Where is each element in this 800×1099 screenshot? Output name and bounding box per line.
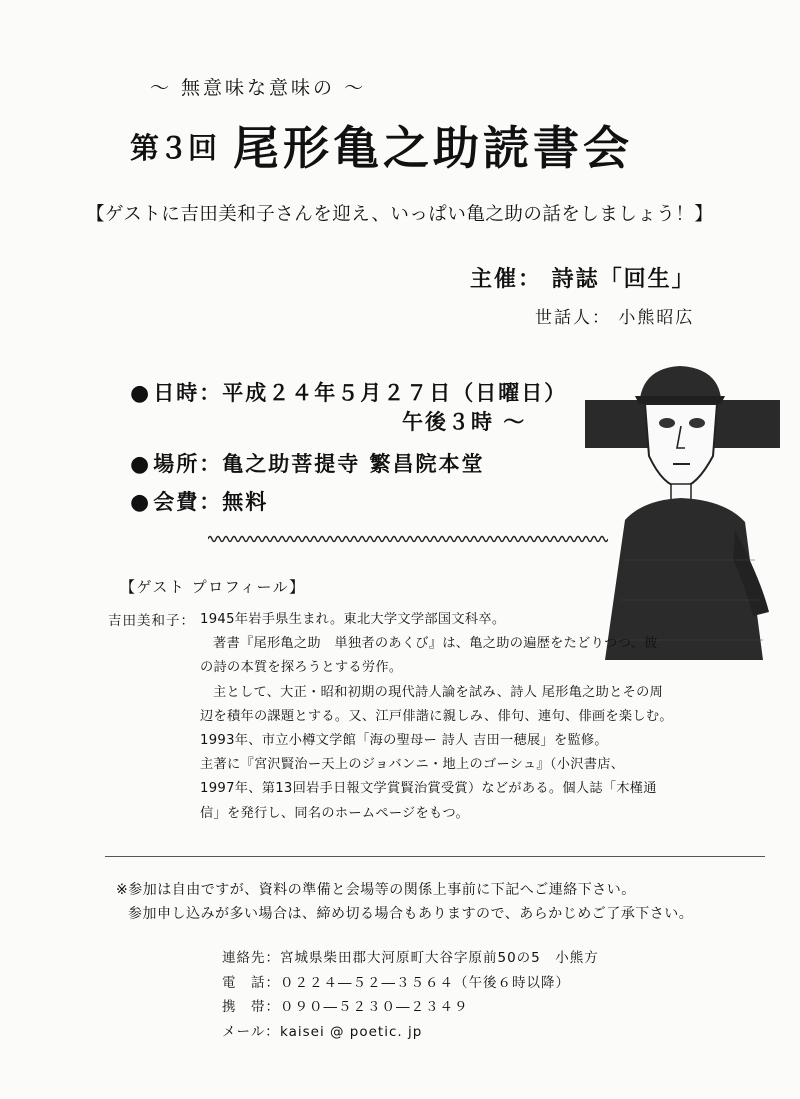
profile-line: 主として、大正・昭和初期の現代詩人論を試み、詩人 尾形亀之助とその周 [213,684,664,700]
mobile-label: 携 帯： [222,999,280,1015]
profile-heading: 【ゲスト プロフィール】 [120,578,306,596]
profile-line: 辺を積年の課題とする。又、江戸俳諧に親しみ、俳句、連句、俳画を楽しむ。 [200,708,673,724]
email-value[interactable]: kaisei @ poetic. jp [280,1023,423,1040]
event-place [130,448,485,478]
guest-name: 吉田美和子： [108,613,195,629]
contact-block [222,946,599,1044]
bullet-icon: ● [130,381,152,406]
profile-line: の詩の本質を探ろうとする労作。 [200,660,403,676]
edition-label: 第３回 [130,131,218,165]
contact-email [222,1020,599,1045]
profile-text [200,608,740,826]
subtitle: ～ 無意味な意味の ～ [150,77,367,99]
profile-line: 著書『尾形亀之助 単独者のあくび』は、亀之助の遍歴をたどりつつ、彼 [213,636,658,652]
title-text: 尾形亀之助読書会 [233,121,634,175]
profile-line: 1993年、市立小樽文学館「海の聖母ー 詩人 吉田一穂展」を監修。 [200,733,608,749]
section-divider [105,856,765,857]
event-place-text: 場所：亀之助菩提寺 繁昌院本堂 [153,452,485,476]
caretaker-label: 世話人： 小熊昭広 [535,308,695,328]
phone-value: ０２２４―５２―３５６４（午後６時以降） [280,974,570,991]
event-date [130,377,567,407]
profile-line: 1997年、第13回岩手日報文学賞賢治賞受賞）などがある。個人誌「木槿通 [200,781,657,797]
bullet-icon: ● [130,452,152,477]
contact-address [222,946,599,971]
event-fee [130,486,268,516]
profile-line: 1945年岩手県生まれ。東北大学文学部国文科卒。 [200,612,506,627]
bullet-icon: ● [130,490,152,515]
event-time: 午後３時 ～ [402,410,527,434]
notice-line: 参加申し込みが多い場合は、締め切る場合もありますので、あらかじめご了承下さい。 [128,906,694,922]
lead-text: 【ゲストに吉田美和子さんを迎え、いっぱい亀之助の話をしましょう！】 [86,204,714,225]
mobile-value: ０９０―５２３０―２３４９ [280,999,469,1015]
address-label: 連絡先： [222,950,280,966]
page-title [130,112,633,178]
sponsor-label: 主催： 詩誌「回生」 [470,267,696,292]
profile-line: 信」を発行し、同名のホームページをもつ。 [200,805,469,821]
contact-mobile [222,995,599,1020]
event-date-text: 日時：平成２４年５月２７日（日曜日） [153,381,568,405]
notice-line: ※参加は自由ですが、資料の準備と会場等の関係上事前に下記へご連絡下さい。 [116,882,636,898]
address-value: 宮城県柴田郡大河原町大谷字原前50の5 小熊方 [280,950,599,966]
event-fee-text: 会費：無料 [153,490,269,514]
wavy-divider [208,532,608,546]
email-label: メール： [222,1023,280,1040]
phone-label: 電 話： [222,974,280,991]
profile-line: 主著に『宮沢賢治ー天上のジョバンニ・地上のゴーシュ』（小沢書店、 [200,757,625,773]
contact-phone [222,971,599,996]
participation-notice [116,878,693,926]
